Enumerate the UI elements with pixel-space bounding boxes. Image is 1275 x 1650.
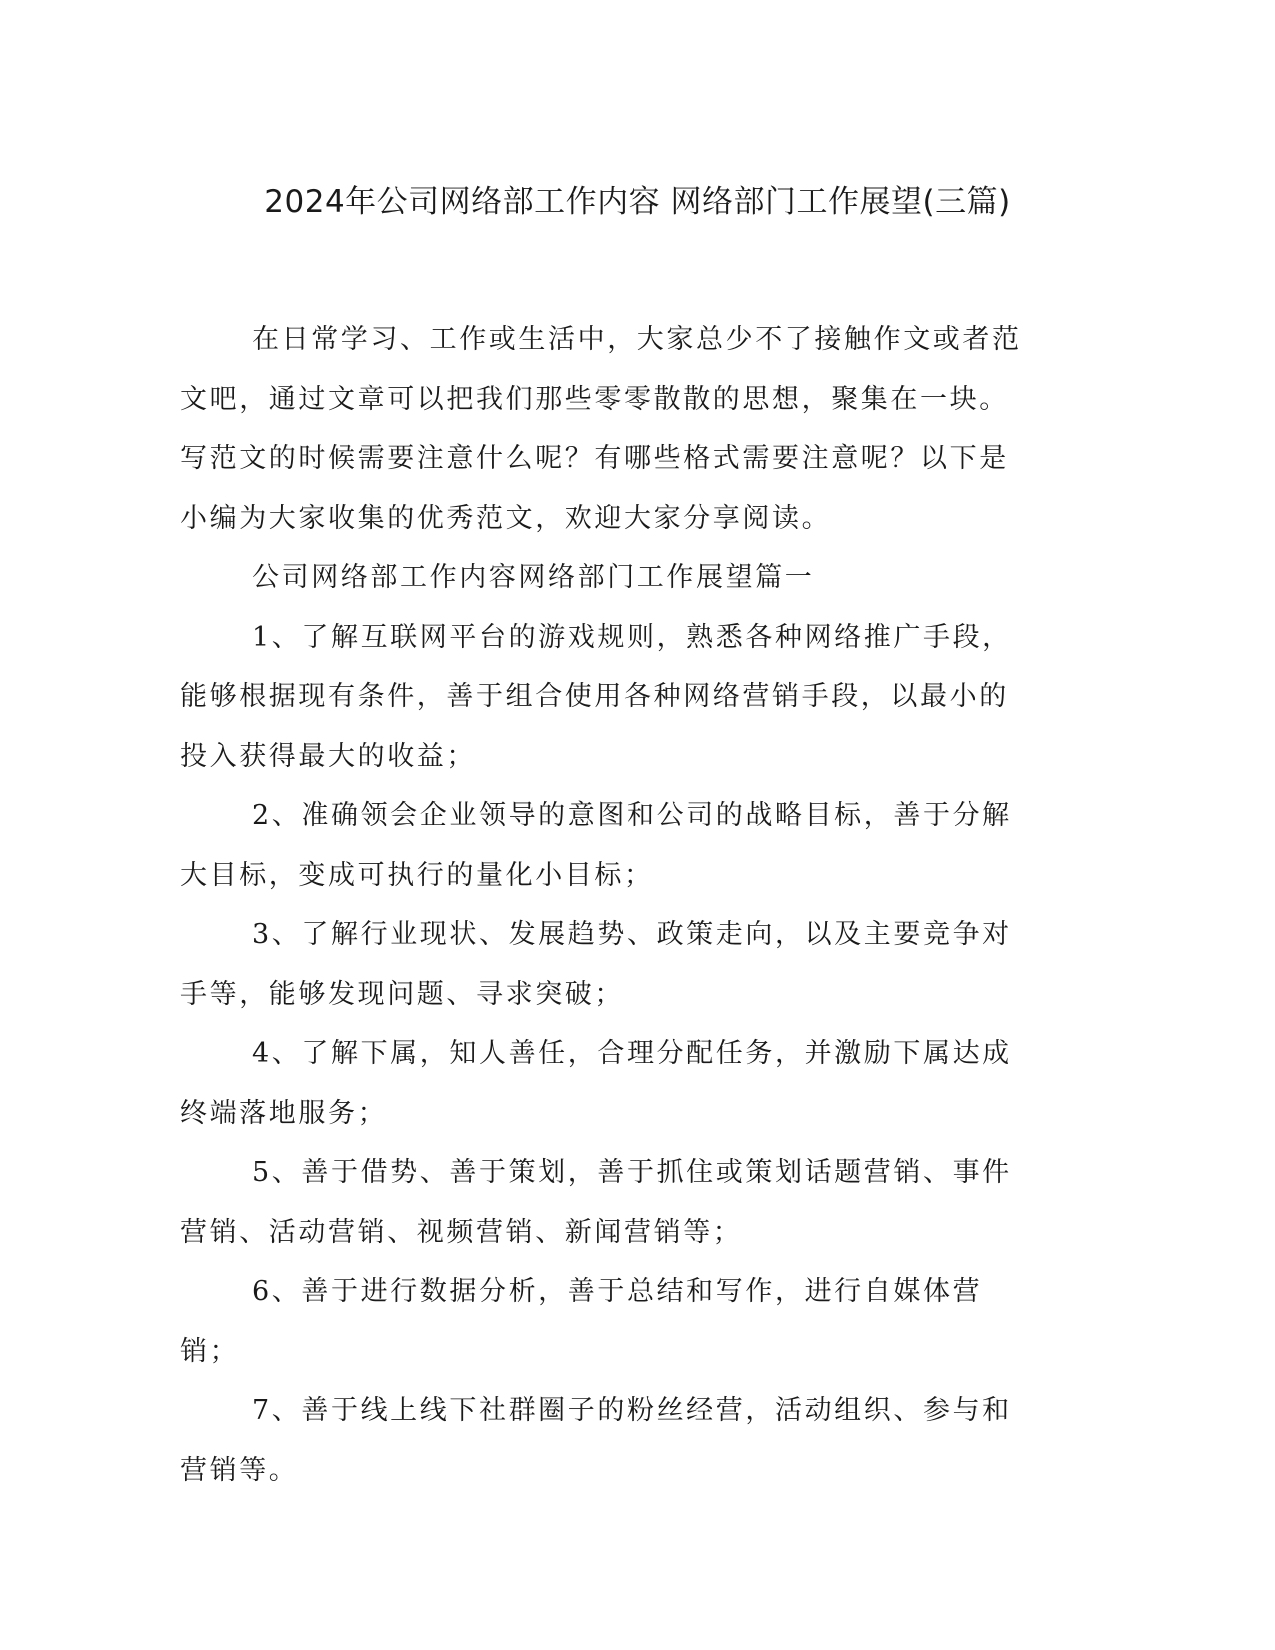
list-item: 1、了解互联网平台的游戏规则，熟悉各种网络推广手段，能够根据现有条件，善于组合使用各种网络营销手段，以最小的投入获得最大的收益； [180,621,1012,772]
intro-paragraph: 在日常学习、工作或生活中，大家总少不了接触作文或者范文吧，通过文章可以把我们那些零零散散的思想，聚集在一块。写范文的时候需要注意什么呢？有哪些格式需要注意呢？以下是小编为大家收集的优秀范文，欢迎大家分享阅读。 [180,324,1022,534]
list-item: 2、准确领会企业领导的意图和公司的战略目标，善于分解大目标，变成可执行的量化小目标； [180,800,1012,891]
document-title: 2024年公司网络部工作内容 网络部门工作展望(三篇) [264,184,1011,220]
section-heading: 公司网络部工作内容网络部门工作展望篇一 [252,562,815,593]
document-body [180,310,1030,1500]
list-item: 4、了解下属，知人善任，合理分配任务，并激励下属达成终端落地服务； [180,1038,1012,1129]
list-item: 5、善于借势、善于策划，善于抓住或策划话题营销、事件营销、活动营销、视频营销、新闻营销等； [180,1157,1012,1248]
list-item: 7、善于线上线下社群圈子的粉丝经营，活动组织、参与和营销等。 [180,1395,1012,1486]
list-item: 3、了解行业现状、发展趋势、政策走向，以及主要竞争对手等，能够发现问题、寻求突破； [180,919,1012,1010]
list-item: 6、善于进行数据分析，善于总结和写作，进行自媒体营销； [180,1276,983,1367]
